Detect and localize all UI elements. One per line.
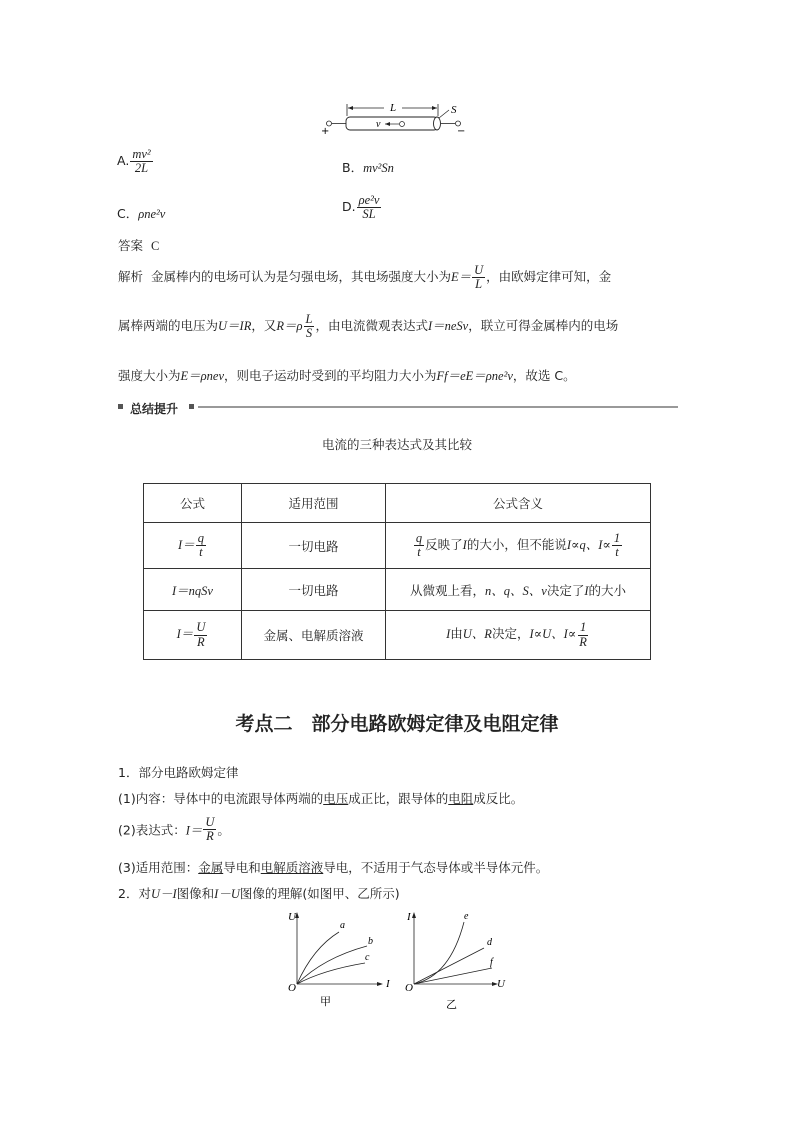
curve-a xyxy=(297,932,339,984)
scope-cell: 金属、电解质溶液 xyxy=(242,611,386,660)
table-header-row xyxy=(144,484,651,523)
answer-value: C xyxy=(150,239,160,253)
answer-line xyxy=(118,236,159,254)
minus-terminal: − xyxy=(457,126,466,137)
table-row xyxy=(144,523,651,569)
curve-c-label: c xyxy=(365,952,370,963)
scope-cell: 一切电路 xyxy=(242,569,386,611)
graph-caption: 甲 xyxy=(320,995,331,1008)
curve-d-label: d xyxy=(487,937,492,948)
analysis-line-2: 属棒两端的电压为U＝IR，又R＝ρ $\frac{L}{S}$ ，由电流微观表达式I＝neSv，联立可得金属棒内的电场 xyxy=(118,312,619,341)
table-row xyxy=(144,569,651,611)
area-label: S xyxy=(451,104,457,116)
summary-rule xyxy=(198,406,678,408)
answer-label: 答案 xyxy=(118,238,144,253)
section-title: 考点二 部分电路欧姆定律及电阻定律 xyxy=(235,713,559,735)
curve-a-label: a xyxy=(340,920,345,931)
velocity-label: v xyxy=(376,119,381,130)
curve-f xyxy=(414,968,492,984)
option-a-numerator: mv² xyxy=(132,147,151,161)
paragraph-1: 1．部分电路欧姆定律 xyxy=(118,765,239,780)
table-title: 电流的三种表达式及其比较 xyxy=(321,437,472,452)
option-b: B．mv²Sn xyxy=(342,160,394,175)
formula-cell: I＝ $\frac{U}{R}$ xyxy=(144,611,242,660)
paragraph-5: 2．对U－I图像和I－U图像的理解(如图甲、乙所示) xyxy=(118,886,400,901)
comparison-table xyxy=(143,483,651,660)
graph-i-u xyxy=(400,908,515,1013)
curve-b-label: b xyxy=(368,936,373,947)
graph-u-i xyxy=(283,908,398,1013)
analysis-line-1: 解析 金属棒内的电场可认为是匀强电场，其电场强度大小为E＝ $\frac{U}{L}$ ，由欧姆定律可知，金 xyxy=(118,263,612,292)
origin-label: O xyxy=(288,982,296,994)
meaning-cell: I由U、R决定，I∝U、I∝ $\frac{1}{R}$ xyxy=(386,611,651,660)
meaning-cell: $\frac{q}{t}$ 反映了I的大小，但不能说I∝q、I∝ $\frac{1}{t}$ xyxy=(386,523,651,569)
formula-cell: I＝ $\frac{q}{t}$ xyxy=(144,523,242,569)
axis-label-x: I xyxy=(386,978,390,990)
option-c: C．ρne²v xyxy=(117,206,166,221)
paragraph-4: (3)适用范围：金属导电和电解质溶液导电，不适用于气态导体或半导体元件。 xyxy=(118,860,549,875)
plus-terminal: + xyxy=(321,126,330,137)
table-row xyxy=(144,611,651,660)
conductor-diagram xyxy=(318,100,478,138)
summary-square-icon xyxy=(118,404,123,409)
scope-cell: 一切电路 xyxy=(242,523,386,569)
meaning-cell: 从微观上看，n、q、S、v决定了I的大小 xyxy=(386,569,651,611)
curve-f-label: f xyxy=(490,957,493,968)
paragraph-3: (2)表达式：I＝ $\frac{U}{R}$ 。 xyxy=(118,815,230,844)
formula-cell: I＝nqSv xyxy=(144,569,242,611)
summary-square-icon-2 xyxy=(189,404,194,409)
origin-label: O xyxy=(405,982,413,994)
summary-heading xyxy=(118,400,678,414)
axis-label-y: I xyxy=(407,911,411,923)
curve-e xyxy=(414,922,464,984)
axis-label-x: U xyxy=(497,978,505,990)
analysis-line-3: 强度大小为E＝ρnev，则电子运动时受到的平均阻力大小为Ff＝eE＝ρne²v，故选 C。 xyxy=(118,368,576,383)
column-header: 公式含义 xyxy=(386,484,651,523)
curve-b xyxy=(297,946,367,984)
option-a: A. $\frac{\text{mv²}}{2L}$ xyxy=(117,147,151,176)
curve-e-label: e xyxy=(464,911,469,922)
axis-label-y: U xyxy=(288,911,296,923)
column-header: 适用范围 xyxy=(242,484,386,523)
paragraph-2: (1)内容：导体中的电流跟导体两端的电压成正比，跟导体的电阻成反比。 xyxy=(118,791,524,806)
graph-caption: 乙 xyxy=(446,998,457,1011)
option-d-denominator: SL xyxy=(362,207,376,222)
option-d: D. $\frac{\text{ρe²v}}{SL}$ xyxy=(342,193,380,222)
option-d-numerator: ρe²v xyxy=(358,193,380,207)
analysis-label: 解析 xyxy=(118,269,144,285)
length-label: L xyxy=(389,102,397,114)
summary-heading-text: 总结提升 xyxy=(130,402,179,416)
option-a-denominator: 2L xyxy=(134,161,149,176)
curve-c xyxy=(297,963,365,984)
column-header: 公式 xyxy=(144,484,242,523)
curve-d xyxy=(414,948,484,984)
